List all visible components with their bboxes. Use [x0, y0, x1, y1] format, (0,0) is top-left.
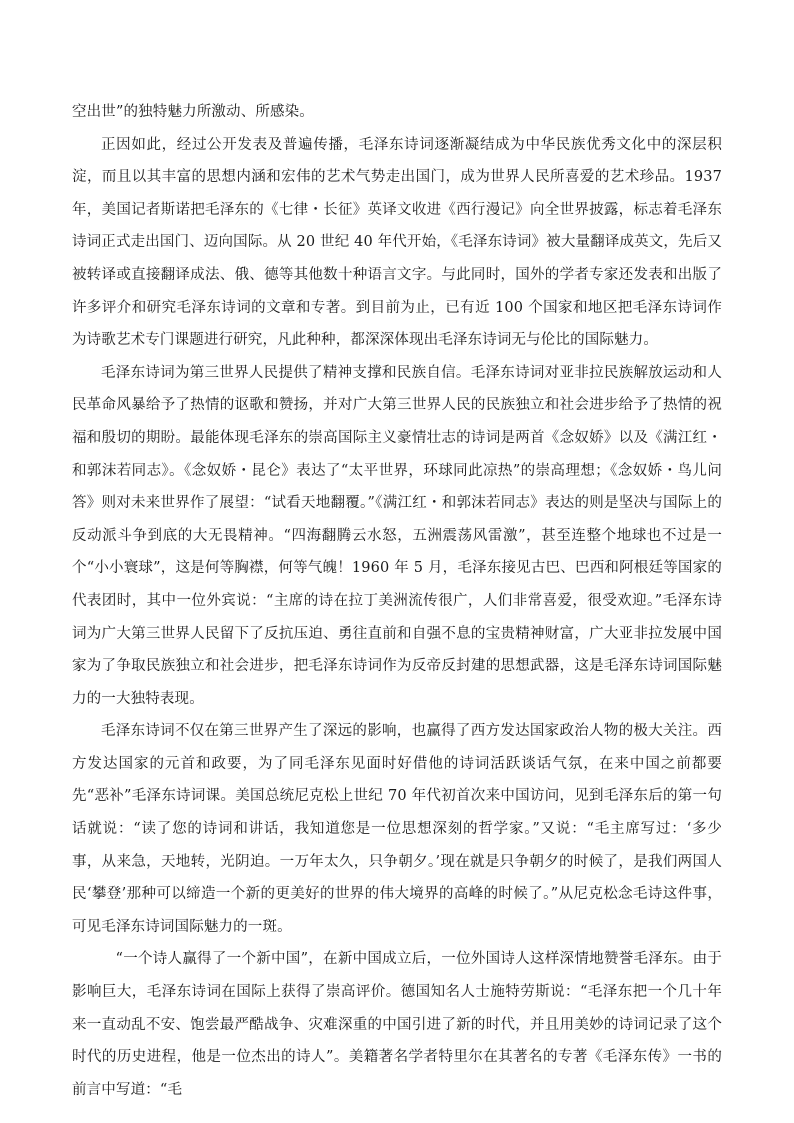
paragraph-western-attention: 毛泽东诗词不仅在第三世界产生了深远的影响，也赢得了西方发达国家政治人物的极大关注。西方发达国家的元首和政要，为了同毛泽东见面时好借他的诗词活跃谈话气氛，在来中国之前都要先“恶补”毛泽东诗词课。美国总统尼克松上世纪 70 年代初首次来中国访问，见到毛泽东后的第一句话就说：“读了您的诗词和讲话，我知道您是一位思想深刻的哲学家。”又说：“毛主席写过：‘多少事，从来急，天地转，光阴迫。一万年太久，只争朝夕。’现在就是只争朝夕的时候了，是我们两国人民‘攀登’那种可以缔造一个新的更美好的世界的伟大境界的高峰的时候了。”从尼克松念毛诗这件事，可见毛泽东诗词国际魅力的一斑。: [72, 723, 722, 935]
paragraph-poet-new-china: “一个诗人赢得了一个新中国”，在新中国成立后，一位外国诗人这样深情地赞誉毛泽东。由于影响巨大，毛泽东诗词在国际上获得了崇高评价。德国知名人士施特劳斯说：“毛泽东把一个几十年来一直动乱不安、饱尝最严酷战争、灾难深重的中国引进了新的时代，并且用美妙的诗词记录了这个时代的历史进程，他是一位杰出的诗人”。美籍著名学者特里尔在其著名的专著《毛泽东传》一书的前言中写道：“毛: [72, 951, 722, 1098]
paragraph-third-world: 毛泽东诗词为第三世界人民提供了精神支撑和民族自信。毛泽东诗词对亚非拉民族解放运动和人民革命风暴给予了热情的讴歌和赞扬，并对广大第三世界人民的民族独立和社会进步给予了热情的祝福和殷切的期盼。最能体现毛泽东的崇高国际主义豪情壮志的诗词是两首《念奴娇》以及《满江红・和郭沫若同志》。《念奴娇・昆仑》表达了“太平世界，环球同此凉热”的崇高理想；《念奴娇・鸟儿问答》则对未来世界作了展望：“试看天地翻覆。”《满江红・和郭沫若同志》表达的则是坚决与国际上的反动派斗争到底的大无畏精神。“四海翻腾云水怒，五洲震荡风雷激”，甚至连整个地球也不过是一个“小小寰球”，这是何等胸襟，何等气魄！1960 年 5 月，毛泽东接见古巴、巴西和阿根廷等国家的代表团时，其中一位外宾说：“主席的诗在拉丁美洲流传很广，人们非常喜爱，很受欢迎。”毛泽东诗词为广大第三世界人民留下了反抗压迫、勇往直前和自强不息的宝贵精神财富，广大亚非拉发展中国家为了争取民族独立和社会进步，把毛泽东诗词作为反帝反封建的思想武器，这是毛泽东诗词国际魅力的一大独特表现。: [72, 364, 722, 707]
document-body: [72, 96, 722, 1106]
paragraph-continuation: 空出世”的独特魅力所激动、所感染。: [72, 104, 314, 120]
paragraph-international-spread: 正因如此，经过公开发表及普遍传播，毛泽东诗词逐渐凝结成为中华民族优秀文化中的深层积淀，而且以其丰富的思想内涵和宏伟的艺术气势走出国门，成为世界人民所喜爱的艺术珍品。1937 年，美国记者斯诺把毛泽东的《七律・长征》英译文收进《西行漫记》向全世界披露，标志着毛泽东诗词正式走出国门、迈向国际。从 20 世纪 40 年代开始，《毛泽东诗词》被大量翻译成英文，先后又被转译或直接翻译成法、俄、德等其他数十种语言文字。与此同时，国外的学者专家还发表和出版了许多评介和研究毛泽东诗词的文章和专著。到目前为止，已有近 100 个国家和地区把毛泽东诗词作为诗歌艺术专门课题进行研究，凡此种种，都深深体现出毛泽东诗词无与伦比的国际魅力。: [72, 136, 722, 349]
